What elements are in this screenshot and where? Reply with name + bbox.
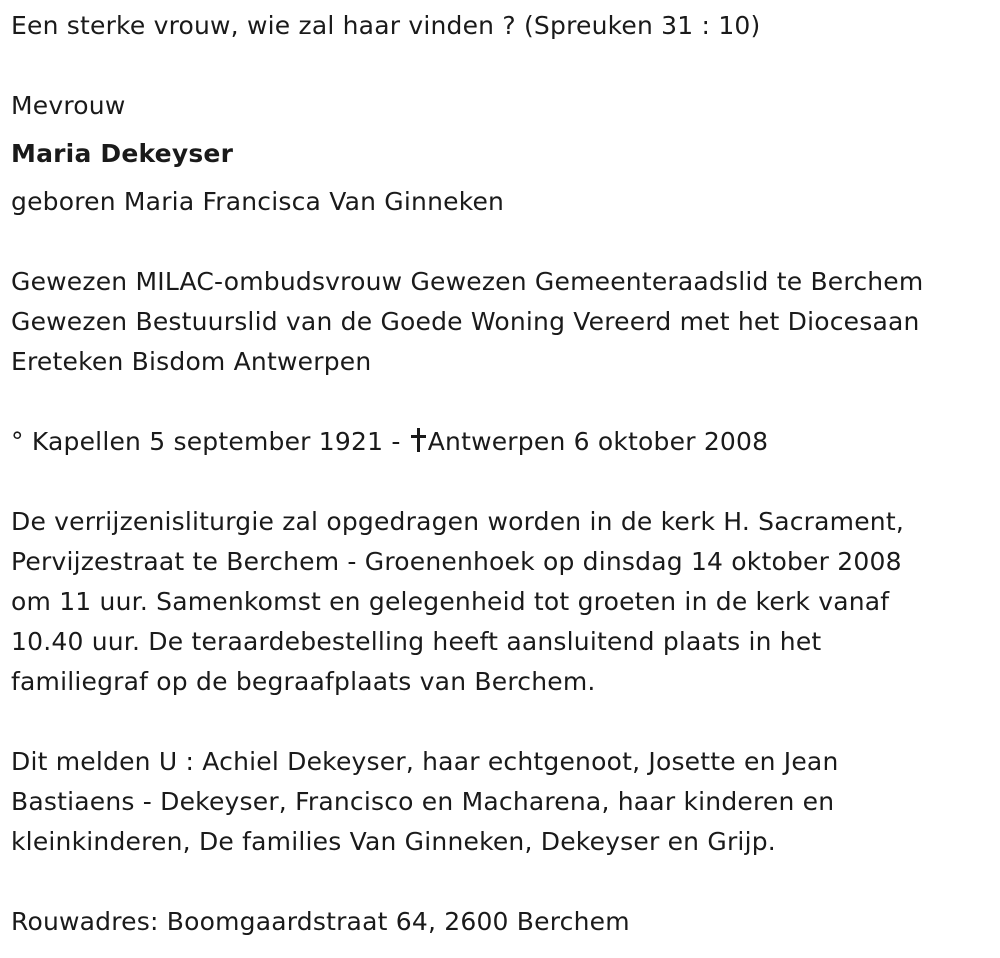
functions-line: Ereteken Bisdom Antwerpen: [11, 347, 372, 376]
announcers-line: Dit melden U : Achiel Dekeyser, haar echtgenoot, Josette en Jean: [11, 747, 839, 776]
ceremony-line: om 11 uur. Samenkomst en gelegenheid tot groeten in de kerk vanaf: [11, 587, 890, 616]
ceremony-line: Pervijzestraat te Berchem - Groenenhoek op dinsdag 14 oktober 2008: [11, 547, 902, 576]
ceremony-line: familiegraf op de begraafplaats van Berchem.: [11, 667, 596, 696]
deceased-name: Maria Dekeyser: [11, 139, 234, 168]
announcers-line: Bastiaens - Dekeyser, Francisco en Macharena, haar kinderen en: [11, 787, 835, 816]
salutation: Mevrouw: [11, 91, 126, 120]
latin-cross-icon: [411, 428, 425, 452]
birth-info: ° Kapellen 5 september 1921 -: [11, 427, 401, 456]
functions-line: Gewezen Bestuurslid van de Goede Woning Vereerd met het Diocesaan: [11, 307, 920, 336]
bible-quote: Een sterke vrouw, wie zal haar vinden ? (Spreuken 31 : 10): [11, 11, 761, 40]
maiden-name: geboren Maria Francisca Van Ginneken: [11, 187, 505, 216]
birth-death-line: [11, 422, 768, 462]
functions-line: Gewezen MILAC-ombudsvrouw Gewezen Gemeenteraadslid te Berchem: [11, 267, 924, 296]
ceremony-line: 10.40 uur. De teraardebestelling heeft aansluitend plaats in het: [11, 627, 822, 656]
mourning-address: Rouwadres: Boomgaardstraat 64, 2600 Berchem: [11, 907, 630, 936]
ceremony-line: De verrijzenisliturgie zal opgedragen worden in de kerk H. Sacrament,: [11, 507, 904, 536]
death-info: Antwerpen 6 oktober 2008: [427, 427, 769, 456]
announcers-line: kleinkinderen, De families Van Ginneken, Dekeyser en Grijp.: [11, 827, 776, 856]
